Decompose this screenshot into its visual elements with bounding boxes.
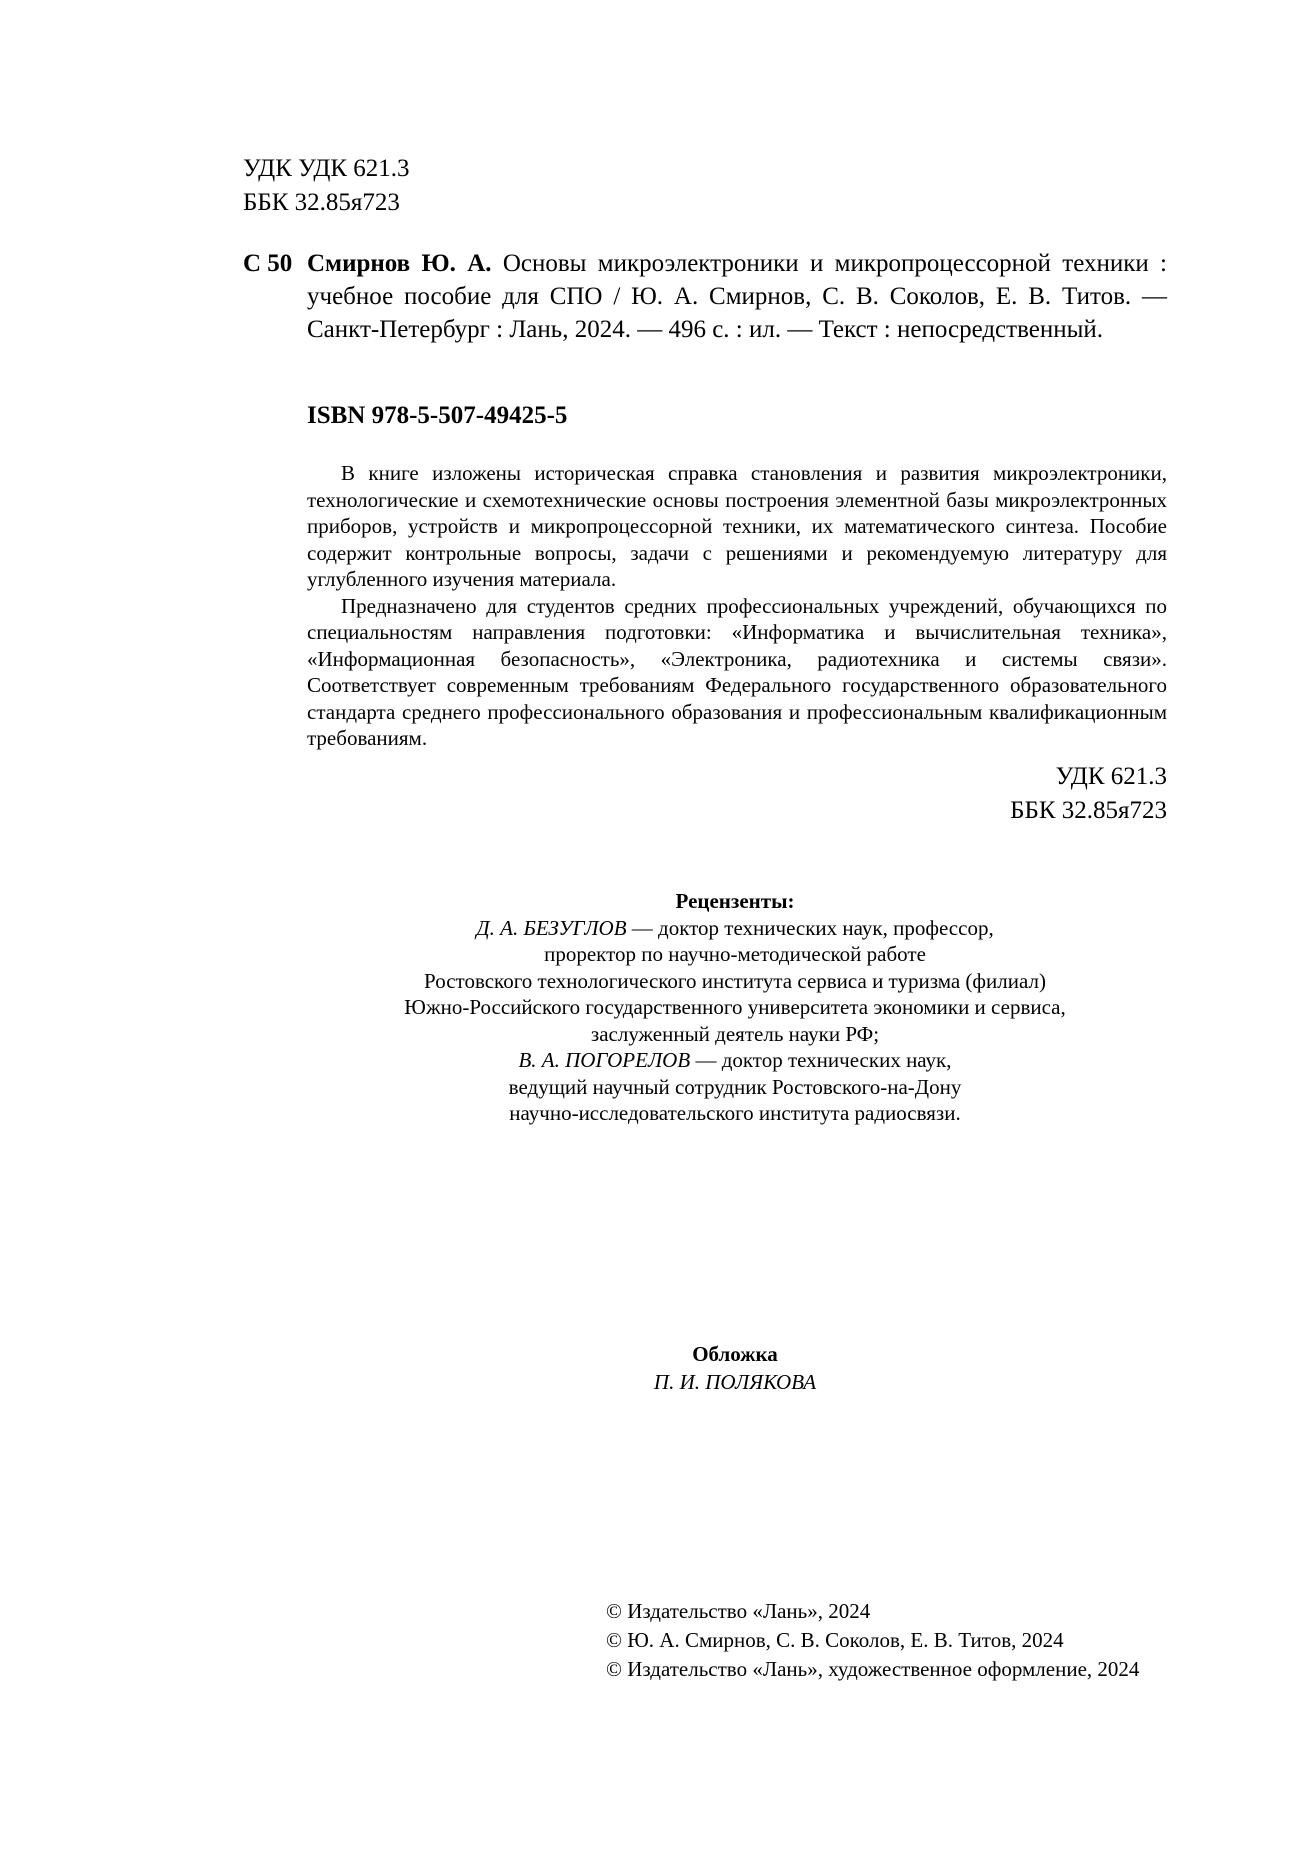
author-name: Смирнов Ю. А. (307, 250, 492, 277)
bibliographic-entry (243, 247, 1167, 346)
cover-heading: Обложка (692, 1342, 778, 1366)
reviewer-title: — доктор технических наук, профессор, (626, 915, 994, 940)
copyright-block (606, 1597, 1139, 1684)
reviewer-name: Д. А. БЕЗУГЛОВ (476, 915, 627, 940)
bbk-code: ББК 32.85я723 (243, 189, 400, 216)
reviewer-detail: Южно-Российского государственного университета экономики и сервиса, (404, 995, 1066, 1019)
reviewer-entry (300, 915, 1170, 942)
reviewer-entry (300, 1047, 1170, 1074)
reviewer-title: — доктор технических наук, (690, 1048, 952, 1072)
bibliographic-continuation: техники : учебное пособие для СПО / Ю. А. Смирнов, С. В. Соколов, Е. В. Титов. — Санкт-Петербург : Лань, 2024. — 496 с. : ил. — Текст : непосредственный. (307, 250, 1168, 343)
author-cipher: С 50 (243, 250, 293, 277)
reviewer-detail: ведущий научный сотрудник Ростовского-на-Дону (508, 1074, 962, 1099)
reviewer-detail: научно-исследовательского института радиосвязи. (509, 1101, 961, 1125)
classification-codes-top (243, 152, 410, 220)
cover-artist: П. И. ПОЛЯКОВА (653, 1370, 817, 1394)
annotation-paragraph: В книге изложены историческая справка становления и развития микроэлектроники, технологические и схемотехнические основы построения элементной базы микроэлектронных приборов, устройств и микропроцессорной техники, их математического синтеза. Пособие содержит контрольные вопросы, задачи с решениями и рекомендуемую литературу для углубленного изучения материала. (307, 461, 1167, 591)
annotation-paragraph: Предназначено для студентов средних профессиональных учреждений, обучающихся по специальностям направления подготовки: «Информатика и вычислительная техника», «Информационная безопасность», «Электроника, радиотехника и системы связи». Соответствует современным требованиям Федерального государственного образовательного стандарта среднего профессионального образования и профессиональным квалификационным требованиям. (307, 593, 1167, 750)
copyright-line: © Ю. А. Смирнов, С. В. Соколов, Е. В. Титов, 2024 (606, 1628, 1064, 1652)
reviewers-heading: Рецензенты: (675, 889, 795, 913)
udk-code: УДК УДК 621.3 (243, 155, 410, 182)
bibliographic-description (307, 247, 1167, 346)
reviewer-detail: Ростовского технологического института сервиса и туризма (филиал) (424, 968, 1046, 993)
isbn: ISBN 978-5-507-49425-5 (307, 402, 568, 429)
udk-code: УДК 621.3 (1055, 763, 1167, 790)
reviewers-block (300, 888, 1170, 1127)
title-line: Основы микроэлектроники и микропроцессорной (491, 250, 1051, 277)
annotation (307, 460, 1167, 752)
reviewer-detail: проректор по научно-методической работе (544, 942, 926, 966)
bbk-code: ББК 32.85я723 (1010, 797, 1167, 824)
cover-credit (300, 1340, 1170, 1396)
reviewer-name: В. А. ПОГОРЕЛОВ (518, 1048, 691, 1072)
reviewer-detail: заслуженный деятель науки РФ; (590, 1021, 880, 1046)
copyright-line: © Издательство «Лань», художественное оформление, 2024 (606, 1657, 1140, 1681)
copyright-line: © Издательство «Лань», 2024 (606, 1599, 871, 1623)
classification-codes-bottom (1010, 760, 1167, 828)
